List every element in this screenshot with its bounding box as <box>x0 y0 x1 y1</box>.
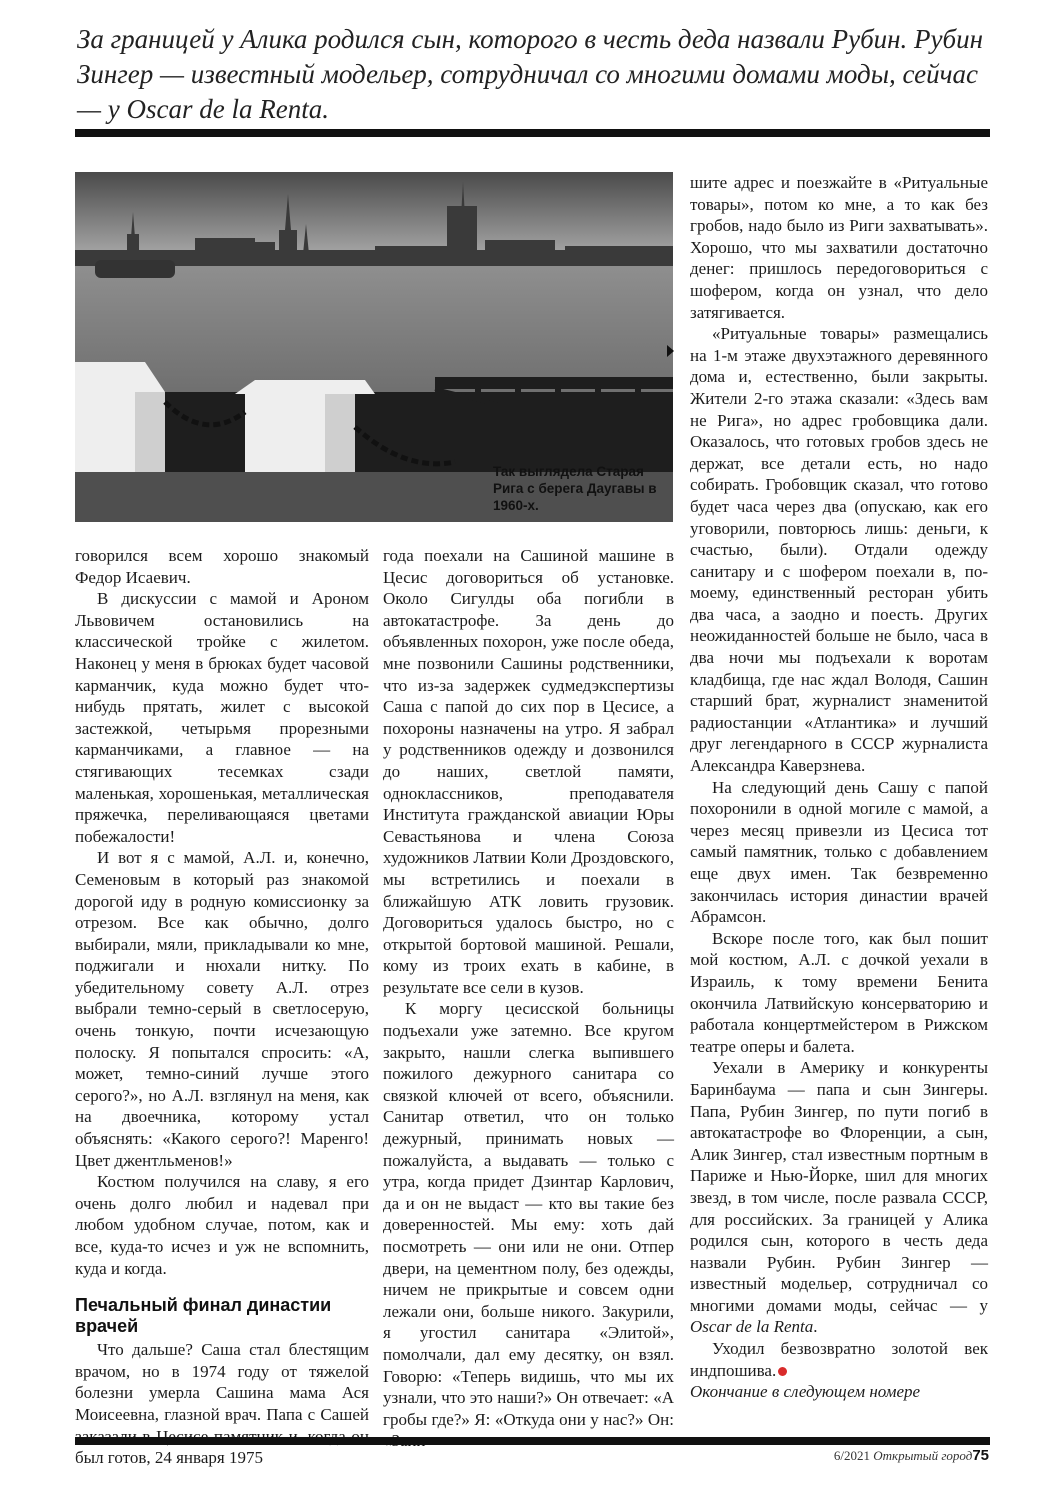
paragraph-text: Уехали в Америку и конкуренты Баринбаума — папа и сын Зингеры. Папа, Рубин Зингер, по пути погиб в автокатастрофе во Флоренции, а сын, Алик Зингер, стал известным портным в Париже и Нью-Йорке, шил для многих звезд, в том числе, после развала СССР, для российских. За границей у Алика родился сын, которого в честь деда назвали Рубин. Рубин Зингер — известный модельер, сотрудничал со многими домами моды, сейчас — у <box>690 1058 988 1315</box>
photo-marker-icon <box>667 345 674 357</box>
paragraph: шите адрес и поезжайте в «Ритуальные товары», потом ко мне, а то как без гробов, надо было из Риги захватывать». Хорошо, что мы захватили достаточно денег: пришлось передоговориться с шофером, когда он узнал, что дело затягивается. <box>690 173 988 322</box>
end-of-article-icon <box>778 1367 787 1376</box>
page-number: 75 <box>972 1447 989 1464</box>
magazine-name: Открытый город <box>873 1448 973 1463</box>
photo-caption: Так выглядела Старая Рига с берега Даугавы в 1960-х. <box>493 464 657 513</box>
closing-line: Уходил безвозвратно золотой век индпошива. <box>690 1339 988 1380</box>
paragraph: Вскоре после того, как был пошит мой костюм, А.Л. с дочкой уехали в Израиль, к тому времени Бенита окончила Латвийскую консерваторию и работала концертмейстером в Рижском театре оперы и балета. <box>690 928 988 1056</box>
paragraph: На следующий день Сашу с папой похоронили в одной могиле с мамой, а через месяц привезли из Цесиса тот самый памятник, только с добавлением еще двух имен. Так безвременно закончилась история династии врачей Абрамсон. <box>690 777 988 927</box>
brand-name: Oscar de la Renta <box>690 1317 814 1337</box>
paragraph: К моргу цесисской больницы подъехали уже затемно. Все кругом закрыто, нашли слегка выпившего пожилого дежурного санитара со связкой ключей от всего, объяснили. Санитар ответил, что он только дежурный, принимать новых — пожалуйста, а выдавать — только с утра, когда придет Дзинтар Карлович, да и он не выдаст — кто вы такие без доверенностей. Мы ему: хоть дай посмотреть — они или не они. Отпер двери, на цементном полу, без одежды, ничем не прикрытые и совсем одни лежали они, больше никого. Закурили, я угостил санитара «Элитой», помолчали, дал ему десятку, он взял. Говорю: «Теперь видишь, что мы их узнали, что это наши?» Он отвечает: «А гробы где?» Я: «Откуда они у нас?» Он: <box>383 999 674 1429</box>
page-footer <box>834 1447 989 1464</box>
paragraph: И вот я с мамой, А.Л. и, конечно, Семеновым в который раз знакомой дорогой иду в родную комиссионку за отрезом. Все как обычно, долго выбирали, мяли, прикладывали ко мне, поджигали и нюхали нитку. По убедительному совету А.Л. отрез выбрали темно-серый в светлосерую, очень тонкую, почти исчезающую полоску. Я попытался спросить: «А, может, темно-синий лучше этого серого?», но А.Л. взглянул на меня, как на двоечника, которому устал объяснять: «Какого серого?! Маренго! Цвет джентльменов!» <box>75 848 369 1170</box>
continued-note: Окончание в следующем номере <box>690 1382 921 1402</box>
paragraph: В дискуссии с мамой и Ароном Львовичем остановились на классической тройке с жилетом. Наконец у меня в брюках будет часовой карманчик, куда можно будет что-нибудь прятать, жилет с высокой застежкой, четырьмя прорезными карманчиками, а главное — на стягивающих тесемках сзади маленькая, хорошенькая, металлическая пряжечка, переливающаяся цветами побежалости! <box>75 589 369 846</box>
column-2 <box>383 545 674 1452</box>
top-rule <box>75 129 990 137</box>
column-3 <box>690 172 988 1403</box>
section-subheading: Печальный финал династии врачей <box>75 1295 332 1337</box>
paragraph-end: . <box>813 1317 818 1337</box>
paragraph <box>690 1338 988 1381</box>
pull-quote: За границей у Алика родился сын, которого в честь деда назвали Рубин. Рубин Зингер — известный модельер, сотрудничал со многими домами моды, сейчас — у Oscar de la Renta. <box>77 24 983 124</box>
paragraph: Костюм получился на славу, я его очень долго любил и надевал при любом удобном случае, потом, как и все, куда-то исчез и уж не вспомнить, куда и когда. <box>75 1172 369 1278</box>
paragraph: говорился всем хорошо знакомый Федор Исаевич. <box>75 546 369 587</box>
bottom-rule <box>75 1437 990 1445</box>
paragraph: года поехали на Сашиной машине в Цесис договориться об установке. Около Сигулды оба погибли в автокатастрофе. За день до объявленных похорон, уже после обеда, мне позвонили Сашины родственники, что из-за задержек судмедэкспертизы Саша с папой до сих пор в Цесисе, а похороны назначены на утро. Я забрал у родственников одежду и дозвонился до наших, светлой памяти, одноклассников, преподавателя Института гражданской авиации Юры Севастьянова и члена Союза художников Латвии Коли Дроздовского, мы встретились и поехали в ближайшую АТК ловить грузовик. Договориться удалось быстро, но с открытой бортовой машиной. Решали, кому из троих ехать в кабине, в результате все сели в кузов. <box>383 546 674 997</box>
paragraph: Что дальше? Саша стал блестящим врачом, но в 1974 году от тяжелой болезни умерла Сашина мама Ася Моисеевна, глазной врач. Папа с Сашей был готов, 24 января 1975 <box>75 1340 369 1468</box>
paragraph: «Ритуальные товары» размещались на 1-м этаже двухэтажного деревянного дома и, естественно, были закрыты. Жители 2-го этажа сказали: «Здесь вам не Рига», но адрес гробовщика дали. Оказалось, что готовых гробов здесь не держат, все детали есть, но надо собирать. Гробовщик сказал, что готово будет часа через два (опускаю, как его уговорили, повторюсь лишь: деньги, к счастью, были). Отдали одежду санитару и с шофером поехали в, по-моему, единственный ресторан убить два часа, а заодно и поесть. Других неожиданностей больше не было, часа в два ночи мы подъехали к воротам кладбища, где нас ждал Володя, Сашин старший брат, журналист знаменитой радиостанции «Атлантика» и лучший друг легендарного в СССР журналиста Александра Каверзнева. <box>690 324 988 776</box>
riga-photo <box>75 172 673 522</box>
paragraph <box>690 1057 988 1338</box>
issue-number: 6/2021 <box>833 1448 870 1463</box>
column-1 <box>75 545 369 1469</box>
